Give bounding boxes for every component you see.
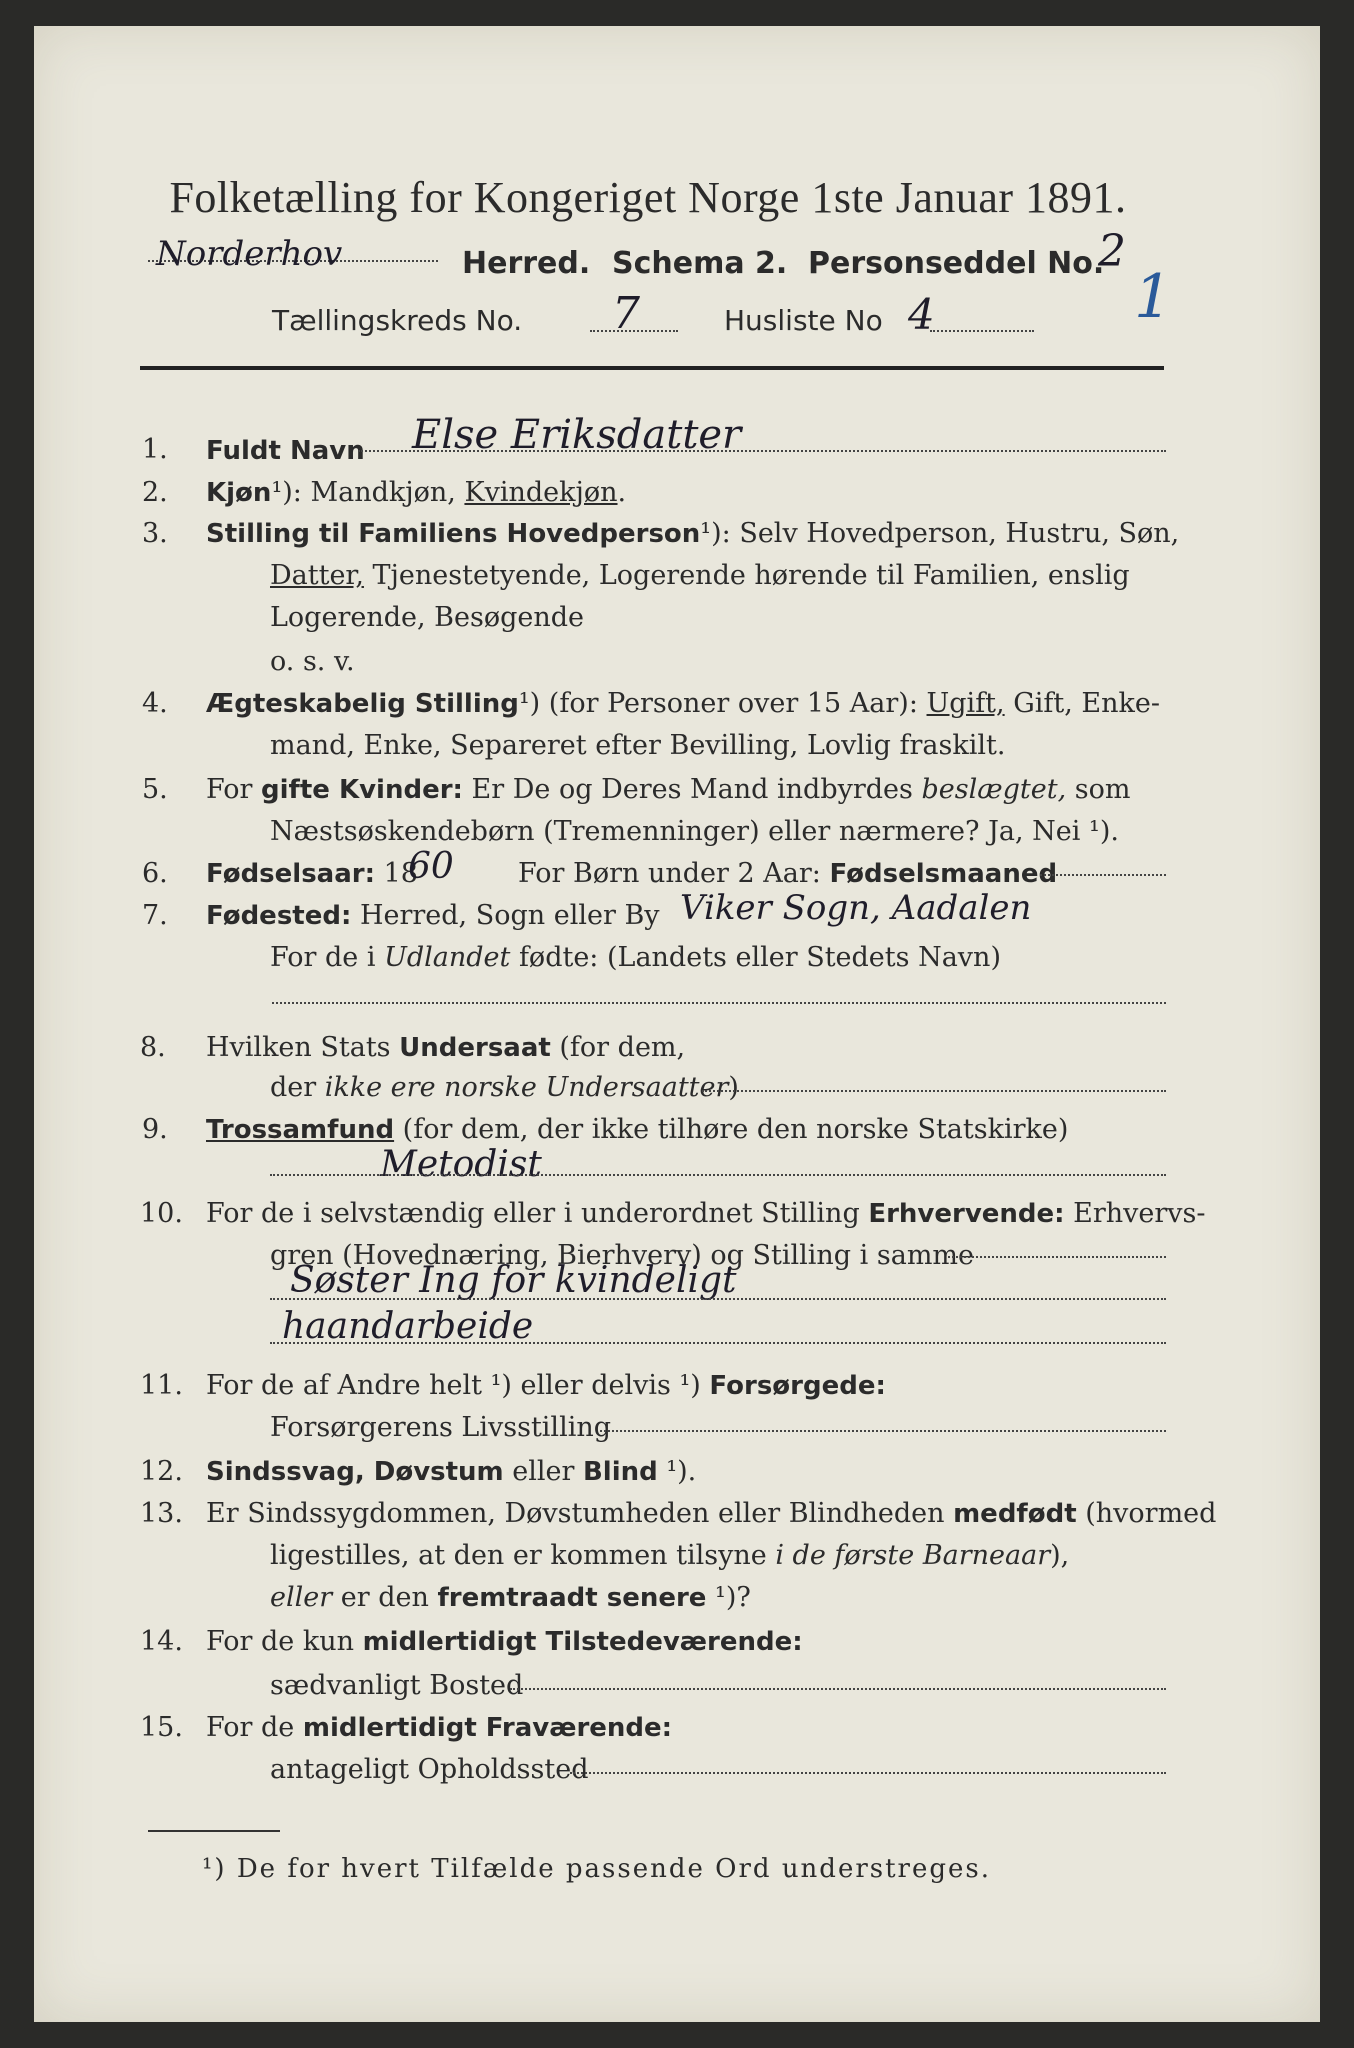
q10-line-b: gren (Hovednæring, Bierhverv) og Stilling i samme <box>270 1240 975 1271</box>
q13-text-f: ¹)? <box>706 1582 751 1613</box>
item-number: 15. <box>140 1712 183 1743</box>
item-number: 5. <box>142 774 168 805</box>
personseddel-label: Personseddel No. <box>808 246 1105 281</box>
footnote: ¹) De for hvert Tilfælde passende Ord understreges. <box>202 1854 992 1884</box>
q7-bold: Fødested: <box>206 901 352 931</box>
q3-text-a: ¹): Selv Hovedperson, Hustru, Søn, <box>700 518 1180 549</box>
q3-underlined: Datter, <box>270 560 364 591</box>
husliste-value: 4 <box>908 290 935 339</box>
q5-line-b: Næstsøskendebørn (Tremenninger) eller nærmere? Ja, Nei ¹). <box>270 816 1119 847</box>
q7-b-a: For de i <box>270 942 385 973</box>
q5-text-a: For <box>206 774 262 805</box>
q1-value: Else Eriksdatter <box>412 412 742 458</box>
q14-bold: midlertidigt Tilstedeværende: <box>362 1627 803 1657</box>
q6-bold: Fødselsaar: <box>206 859 375 889</box>
kreds-value: 7 <box>612 288 640 339</box>
q12-text-b: ¹). <box>657 1456 697 1487</box>
q13-bold: medfødt <box>953 1499 1077 1529</box>
q13-text-e: er den <box>332 1582 438 1613</box>
q13-bold-b: fremtraadt senere <box>437 1583 707 1613</box>
q13-line-c <box>270 1582 751 1613</box>
q9-dots <box>270 1174 1166 1176</box>
item-number: 10. <box>140 1198 183 1229</box>
kreds-dots <box>590 330 678 332</box>
q5-line-a <box>206 774 1130 805</box>
q8-text-d: ) <box>728 1072 739 1103</box>
q5-text-c: som <box>1066 774 1131 805</box>
q7-value: Viker Sogn, Aadalen <box>680 888 1032 928</box>
item-number: 3. <box>142 518 168 549</box>
item-number: 1. <box>142 434 168 465</box>
q7-line-a <box>206 900 660 931</box>
item-number: 9. <box>142 1114 168 1145</box>
q11-line-b: Forsørgerens Livsstilling <box>270 1412 612 1443</box>
q4-underlined: Ugift, <box>926 688 1005 719</box>
q13-italic: i de første Barneaar <box>775 1540 1051 1571</box>
q6-prefix: 18 <box>375 858 418 889</box>
q7-dots <box>272 1002 1166 1004</box>
item-number: 11. <box>140 1370 183 1401</box>
q2-line: Kjøn¹): Mandkjøn, Kvindekjøn. <box>206 477 627 508</box>
q7-b-italic: Udlandet <box>384 942 511 973</box>
q4-bold: Ægteskabelig Stilling <box>206 689 519 719</box>
q11-text-a: For de af Andre helt ¹) eller delvis ¹) <box>206 1370 710 1401</box>
blue-pencil-mark: 1 <box>1134 262 1173 332</box>
q14-line-a <box>206 1626 803 1657</box>
q7-line-b <box>270 942 1001 973</box>
q13-text-a: Er Sindssygdommen, Døvstumheden eller Blindheden <box>206 1498 954 1529</box>
q2-underlined: Kvindekjøn <box>464 477 618 508</box>
q6-dots <box>1040 874 1166 876</box>
item-number: 6. <box>142 858 168 889</box>
q6-text: For Børn under 2 Aar: <box>518 858 830 889</box>
q5-text-b: Er De og Deres Mand indbyrdes <box>462 774 922 805</box>
q9-line-a <box>206 1114 1068 1145</box>
q10-value-b: haandarbeide <box>282 1306 534 1347</box>
q1-label: Fuldt Navn <box>206 436 365 466</box>
header-rule <box>140 366 1164 370</box>
husliste-dots <box>930 330 1034 332</box>
item-number: 4. <box>142 688 168 719</box>
q11-bold: Forsørgede: <box>709 1371 886 1401</box>
item-number: 12. <box>140 1456 183 1487</box>
q14-line-b: sædvanligt Bosted <box>270 1670 524 1701</box>
item-number: 2. <box>142 477 168 508</box>
q11-dots <box>600 1430 1166 1432</box>
q5-italic: beslægtet, <box>921 774 1067 805</box>
q11-line-a <box>206 1370 886 1401</box>
q10-dots-c <box>270 1342 1166 1344</box>
q12-line <box>206 1456 696 1487</box>
q9-value: Metodist <box>380 1144 542 1185</box>
footnote-rule <box>148 1830 280 1832</box>
q7-b-b: fødte: (Landets eller Stedets Navn) <box>510 942 1001 973</box>
item-number: 8. <box>140 1032 166 1063</box>
q4-text-b: Gift, Enke- <box>1004 688 1160 719</box>
q13-text-d: ), <box>1050 1540 1070 1571</box>
q6-bold-b: Fødselsmaaned <box>829 859 1058 889</box>
schema-label: Schema 2. <box>612 246 788 281</box>
q6-value: 60 <box>408 846 454 887</box>
q8-text-a: Hvilken Stats <box>206 1032 400 1063</box>
q8-bold: Undersaat <box>399 1033 551 1063</box>
personseddel-value: 2 <box>1098 226 1126 277</box>
q3-line-d: o. s. v. <box>270 646 355 677</box>
form-title: Folketælling for Kongeriget Norge 1ste Januar 1891. <box>169 173 1127 222</box>
q13-text-b: (hvormed <box>1076 1498 1217 1529</box>
q10-bold: Erhvervende: <box>868 1199 1065 1229</box>
husliste-label: Husliste No <box>724 304 883 337</box>
q10-text-a: For de i selvstændig eller i underordnet Stilling <box>206 1198 869 1229</box>
q12-bold: Sindssvag, Døvstum <box>206 1457 504 1487</box>
q8-text-c: der <box>270 1072 325 1103</box>
q13-line-b <box>270 1540 1069 1571</box>
q3-line-c: Logerende, Besøgende <box>270 602 584 633</box>
q10-line-a <box>206 1198 1206 1229</box>
q15-line-b: antageligt Opholdssted <box>270 1754 589 1785</box>
q15-line-a <box>206 1712 672 1743</box>
q13-line-a <box>206 1498 1216 1529</box>
q2-text: ¹): Mandkjøn, <box>271 477 465 508</box>
item-number: 13. <box>140 1498 183 1529</box>
q9-bold: Trossamfund <box>206 1115 395 1145</box>
q7-text: Herred, Sogn eller By <box>351 900 660 931</box>
q14-text-a: For de kun <box>206 1626 363 1657</box>
q8-italic: ikke ere norske Undersaatter <box>324 1072 729 1103</box>
q10-dots-a <box>948 1256 1166 1258</box>
q3-bold: Stilling til Familiens Hovedperson <box>206 519 701 549</box>
q8-line-a <box>206 1032 685 1063</box>
q4-line-b: mand, Enke, Separeret efter Bevilling, Lovlig fraskilt. <box>270 730 1006 761</box>
herred-label: Herred. <box>462 246 591 281</box>
q13-text-c: ligestilles, at den er kommen tilsyne <box>270 1540 776 1571</box>
q8-line-b <box>270 1072 739 1103</box>
q15-text-a: For de <box>206 1712 303 1743</box>
q9-text: (for dem, der ikke tilhøre den norske Statskirke) <box>394 1114 1069 1145</box>
q4-line-a <box>206 688 1160 719</box>
q15-dots <box>570 1772 1166 1774</box>
q2-bold: Kjøn <box>206 478 272 508</box>
q8-dots <box>702 1090 1166 1092</box>
q10-dots-b <box>270 1298 1166 1300</box>
q4-text-a: ¹) (for Personer over 15 Aar): <box>518 688 927 719</box>
q5-bold: gifte Kvinder: <box>261 775 463 805</box>
q12-text-a: eller <box>503 1456 583 1487</box>
q6-line <box>206 858 418 889</box>
item-number: 14. <box>140 1626 183 1657</box>
q8-text-b: (for dem, <box>550 1032 686 1063</box>
q14-dots <box>510 1688 1166 1690</box>
q12-bold-b: Blind <box>582 1457 658 1487</box>
q13-e-italic: eller <box>270 1582 333 1613</box>
q10-value-a: Søster Ing for kvindeligt <box>290 1260 737 1301</box>
kreds-label: Tællingskreds No. <box>272 304 523 337</box>
herred-value: Norderhov <box>156 234 343 274</box>
q3-line-b <box>270 560 1130 591</box>
q6-line-b <box>518 858 1057 889</box>
q3-text-b: Tjenestetyende, Logerende hørende til Familien, enslig <box>363 560 1130 591</box>
q15-bold: midlertidigt Fraværende: <box>302 1713 673 1743</box>
q3-line-a <box>206 518 1179 549</box>
q10-text-b: Erhvervs- <box>1064 1198 1206 1229</box>
item-number: 7. <box>142 900 168 931</box>
